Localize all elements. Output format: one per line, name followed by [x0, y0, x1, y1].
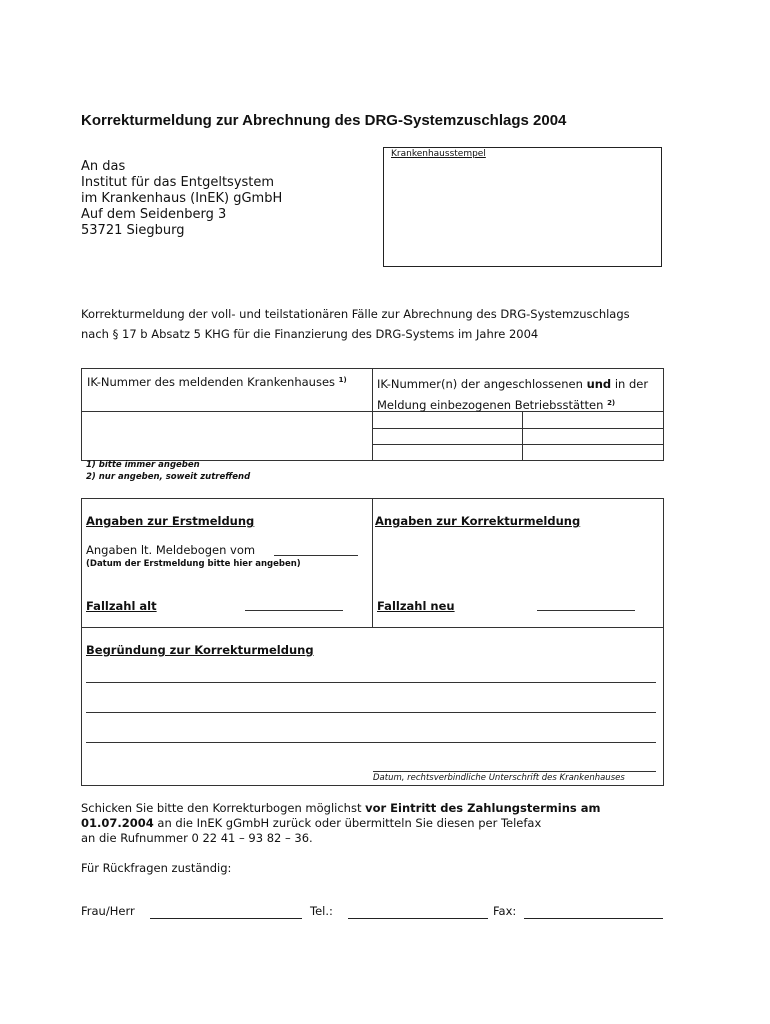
address-line: An das	[81, 159, 126, 174]
erstmeldung-date-label: Angaben lt. Meldebogen vom	[86, 543, 256, 557]
erstmeldung-heading: Angaben zur Erstmeldung	[86, 514, 255, 528]
footnote-marker: 2)	[607, 399, 616, 407]
ik-left-header: IK-Nummer des meldenden Krankenhauses $^{1)}$	[87, 375, 347, 389]
stamp-label: Krankenhausstempel	[391, 149, 486, 159]
rueckfragen-label: Für Rückfragen zuständig:	[81, 861, 232, 875]
ik-branch-input-cell[interactable]	[523, 445, 663, 459]
contact-fax-field[interactable]	[524, 918, 663, 919]
footnote-marker: 1)	[338, 376, 347, 384]
fallzahl-neu-field[interactable]	[537, 600, 635, 611]
ik-branch-input-cell[interactable]	[373, 429, 521, 443]
ik-branch-input-cell[interactable]	[373, 445, 521, 459]
begruendung-line-2[interactable]	[86, 712, 656, 713]
contact-name-label: Frau/Herr	[81, 904, 135, 918]
intro-paragraph	[81, 304, 630, 344]
ik-branch-input-cell[interactable]	[523, 412, 663, 427]
ik-right-header: IK-Nummer(n) der angeschlossenen und in der Meldung einbezogenen Betriebsstätten $^{2)}$	[377, 377, 649, 412]
address-line: Auf dem Seidenberg 3	[81, 207, 227, 222]
address-line: 53721 Siegburg	[81, 223, 185, 238]
contact-fax-label: Fax:	[493, 904, 517, 918]
begruendung-line-1[interactable]	[86, 682, 656, 683]
erstmeldung-date-field[interactable]	[274, 545, 358, 556]
fallzahl-alt-field[interactable]	[245, 600, 343, 611]
contact-tel-field[interactable]	[348, 918, 488, 919]
form-section-divider	[82, 627, 663, 628]
closing-paragraph: Schicken Sie bitte den Korrekturbogen möglichst vor Eintritt des Zahlungstermins am 01.07.2004 an die InEK gGmbH zurück oder übermitteln Sie diesen per Telefax an die Rufnummer 0 22 41 – 93 82 – 36. Für Rückfragen zuständig:	[81, 801, 601, 875]
address-line: Institut für das Entgeltsystem	[81, 175, 275, 190]
correction-form-box	[81, 498, 664, 786]
ik-branch-input-cell[interactable]	[523, 429, 663, 443]
signature-caption: Datum, rechtsverbindliche Unterschrift des Krankenhauses	[373, 773, 625, 783]
signature-line[interactable]	[373, 771, 656, 772]
ik-number-table	[81, 368, 664, 461]
ik-main-input-cell[interactable]	[83, 412, 371, 459]
hospital-stamp-box[interactable]	[383, 147, 662, 267]
begruendung-line-3[interactable]	[86, 742, 656, 743]
erstmeldung-date-hint: (Datum der Erstmeldung bitte hier angeben)	[86, 559, 301, 569]
document-title: Korrekturmeldung zur Abrechnung des DRG-Systemzuschlags 2004	[81, 112, 567, 129]
recipient-address	[81, 159, 282, 239]
intro-line-2: nach § 17 b Absatz 5 KHG für die Finanzierung des DRG-Systems im Jahre 2004	[81, 327, 539, 341]
ik-branch-input-cell[interactable]	[373, 412, 521, 427]
contact-name-field[interactable]	[150, 918, 302, 919]
contact-tel-label: Tel.:	[310, 904, 333, 918]
fallzahl-alt-label: Fallzahl alt	[86, 599, 157, 613]
fallzahl-neu-label: Fallzahl neu	[377, 599, 455, 613]
footnote-2: 2) nur angeben, soweit zutreffend	[86, 472, 251, 482]
footnote-1: 1) bitte immer angeben	[86, 460, 200, 470]
korrektur-heading: Angaben zur Korrekturmeldung	[375, 514, 581, 528]
address-line: im Krankenhaus (InEK) gGmbH	[81, 191, 283, 206]
intro-line-1: Korrekturmeldung der voll- und teilstationären Fälle zur Abrechnung des DRG-Systemzuschlags	[81, 307, 630, 321]
begruendung-heading: Begründung zur Korrekturmeldung	[86, 643, 314, 657]
form-column-divider	[372, 499, 373, 628]
